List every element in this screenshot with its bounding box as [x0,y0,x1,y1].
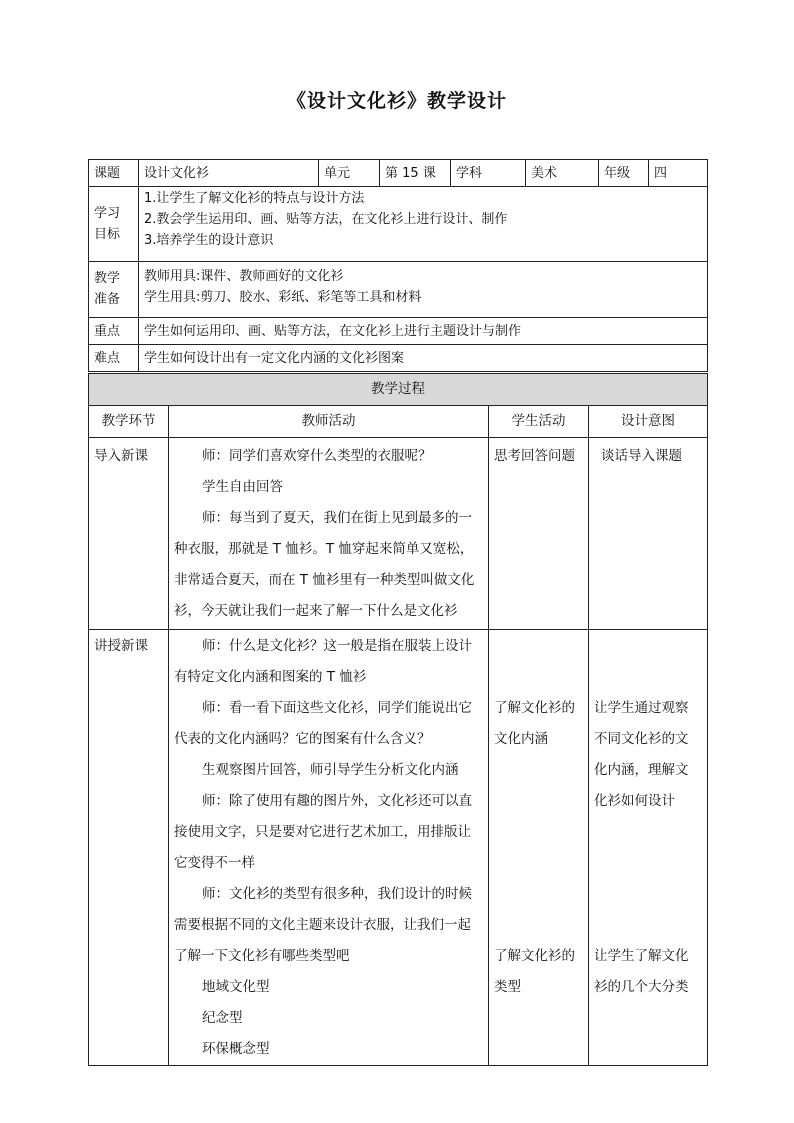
student-line: 文化内涵 [494,731,548,747]
prep-item: 教师用具:课件、教师画好的文化衫 [144,269,344,284]
teacher-line: 有特定文化内涵和图案的 T 恤衫 [174,669,367,685]
prep-cell [139,262,708,318]
goal-item: 2.教会学生运用印、画、贴等方法，在文化衫上进行设计、制作 [144,212,508,227]
intent-line: 让学生通过观察 [594,700,689,716]
intent-line: 化内涵，理解文 [594,762,689,778]
topic-label: 课题 [89,160,139,187]
student-text: 思考回答问题 [494,448,575,464]
intro-intent-cell [589,438,708,630]
difficulty-label: 难点 [89,345,139,372]
teacher-line: 师：什么是文化衫？这一般是指在服装上设计 [202,638,472,654]
intro-student-cell [489,438,589,630]
teach-teacher-cell [169,630,489,1066]
teacher-line: 学生自由回答 [202,479,283,495]
header-stage: 教学环节 [89,406,169,438]
teacher-line: 需要根据不同的文化主题来设计衣服，让我们一起 [174,917,471,933]
unit-value: 第 15 课 [380,160,451,187]
intent-text: 谈话导入课题 [601,448,682,464]
goal-item: 3.培养学生的设计意识 [144,233,274,248]
prep-label-line: 教学 [94,271,121,286]
teacher-line: 师：文化衫的类型有很多种，我们设计的时候 [202,886,472,902]
teacher-line: 师：看一看下面这些文化衫，同学们能说出它 [202,700,472,716]
intent-line: 化衫如何设计 [594,793,675,809]
header-teacher: 教师活动 [169,406,489,438]
teacher-line: 非常适合夏天，而在 T 恤衫里有一种类型叫做文化 [174,572,475,588]
intro-teacher-cell [169,438,489,630]
process-band-title: 教学过程 [89,374,708,406]
key-value: 学生如何运用印、画、贴等方法，在文化衫上进行主题设计与制作 [139,318,708,345]
teach-student-cell [489,630,589,1066]
difficulty-value: 学生如何设计出有一定文化内涵的文化衫图案 [139,345,708,372]
header-intent: 设计意图 [589,406,708,438]
teacher-line: 代表的文化内涵吗？它的图案有什么含义？ [174,731,431,747]
stage-text: 讲授新课 [94,638,148,654]
intro-stage [89,438,169,630]
teacher-line: 接使用文字，只是要对它进行艺术加工，用排版让 [174,824,471,840]
goals-label-line: 目标 [94,227,121,242]
intent-line: 衫的几个大分类 [594,979,689,995]
intent-line: 不同文化衫的文 [594,731,689,747]
teach-intent-cell [589,630,708,1066]
subject-value: 美术 [526,160,599,187]
student-line: 了解文化衫的 [494,700,575,716]
student-line: 了解文化衫的 [494,948,575,964]
teach-stage [89,630,169,1066]
intent-line: 让学生了解文化 [594,948,689,964]
unit-label: 单元 [319,160,380,187]
subject-label: 学科 [451,160,526,187]
teacher-line: 环保概念型 [202,1041,270,1057]
student-line: 类型 [494,979,521,995]
prep-label-line: 准备 [94,292,121,307]
teacher-line: 它变得不一样 [174,855,255,871]
process-table [88,373,708,1066]
teacher-line: 师：同学们喜欢穿什么类型的衣服呢？ [202,448,432,464]
teacher-line: 纪念型 [202,1010,243,1026]
key-label: 重点 [89,318,139,345]
teacher-line: 生观察图片回答，师引导学生分析文化内涵 [202,762,459,778]
document-title: 《设计文化衫》教学设计 [286,90,507,112]
grade-value: 四 [649,160,708,187]
teacher-line: 种衣服，那就是 T 恤衫。T 恤穿起来简单又宽松， [174,541,474,557]
topic-value: 设计文化衫 [139,160,319,187]
teacher-line: 师：除了使用有趣的图片外，文化衫还可以直 [202,793,472,809]
grade-label: 年级 [599,160,649,187]
teacher-line: 衫，今天就让我们一起来了解一下什么是文化衫 [174,603,458,619]
teacher-line: 地域文化型 [202,979,270,995]
teacher-line: 师：每当到了夏天，我们在街上见到最多的一 [202,510,472,526]
teacher-line: 了解一下文化衫有哪些类型吧 [174,948,350,964]
prep-label [89,262,139,318]
info-table [88,159,708,372]
goals-label-line: 学习 [94,206,121,221]
prep-item: 学生用具:剪刀、胶水、彩纸、彩笔等工具和材料 [144,290,422,305]
goal-item: 1.让学生了解文化衫的特点与设计方法 [144,191,365,206]
goals-label [89,187,139,262]
goals-cell [139,187,708,262]
stage-text: 导入新课 [94,448,148,464]
header-student: 学生活动 [489,406,589,438]
